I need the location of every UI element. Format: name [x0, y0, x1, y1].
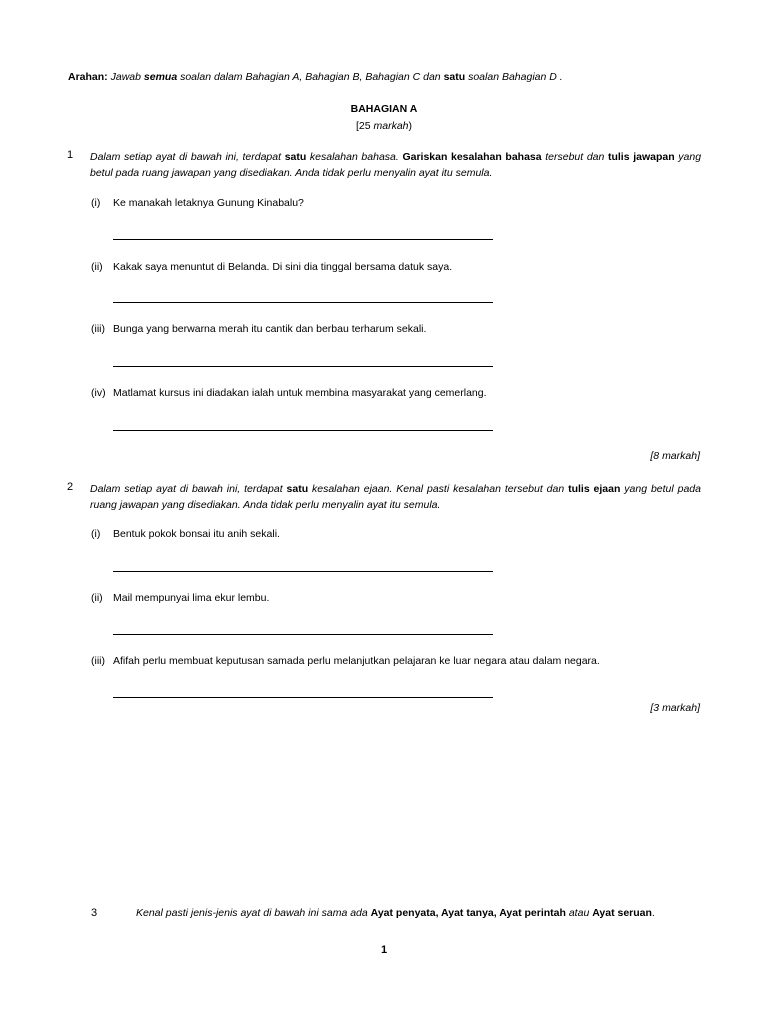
- q2-item-3-text: Afifah perlu membuat keputusan samada perlu melanjutkan pelajaran ke luar negara atau dalam negara.: [113, 655, 600, 667]
- q3-emphasis-2: Ayat seruan: [592, 907, 652, 919]
- question-1-number: 1: [67, 149, 74, 161]
- q2-emphasis-1: satu: [286, 483, 309, 495]
- q2-item-1-text: Bentuk pokok bonsai itu anih sekali.: [113, 528, 280, 540]
- q2-item-3-answer-line[interactable]: [113, 697, 493, 698]
- q2-text-3: yang betul pada ruang jawapan yang disediakan. Anda tidak perlu menyalin ayat itu semula.: [90, 483, 701, 511]
- section-marks-close: ): [408, 120, 413, 132]
- q2-item-1-number: (i): [91, 528, 101, 540]
- q2-marks: [3 markah]: [650, 702, 700, 714]
- q2-item-2-number: (ii): [91, 592, 103, 604]
- q1-item-1-answer-line[interactable]: [113, 239, 493, 240]
- instructions-text-1: Jawab: [110, 71, 141, 83]
- question-2-prompt: [90, 481, 701, 513]
- q1-item-4-number: (iv): [91, 387, 106, 399]
- page-number: 1: [380, 944, 388, 956]
- section-marks: [0, 120, 768, 132]
- instructions-emphasis-2: satu: [443, 71, 466, 83]
- q3-text-2: atau: [568, 907, 590, 919]
- q1-item-2-text: Kakak saya menuntut di Belanda. Di sini dia tinggal bersama datuk saya.: [113, 261, 453, 273]
- q1-item-2-number: (ii): [91, 261, 103, 273]
- q2-item-1-answer-line[interactable]: [113, 571, 493, 572]
- q1-item-2-answer-line[interactable]: [113, 302, 493, 303]
- section-marks-open: [25: [355, 120, 371, 132]
- q1-item-3-number: (iii): [91, 323, 105, 335]
- section-marks-word: markah: [373, 120, 409, 132]
- instructions-label: Arahan:: [68, 71, 108, 83]
- question-2-number: 2: [67, 481, 74, 493]
- instructions-text-2: soalan dalam Bahagian A, Bahagian B, Bahagian C dan: [180, 71, 441, 83]
- q1-item-1-text: Ke manakah letaknya Gunung Kinabalu?: [113, 197, 304, 209]
- instructions: [68, 71, 563, 83]
- question-3-number: 3: [91, 907, 98, 919]
- q2-item-2-text: Mail mempunyai lima ekur lembu.: [113, 592, 270, 604]
- q3-text-1: Kenal pasti jenis-jenis ayat di bawah ini sama ada: [136, 907, 368, 919]
- q1-text-3: tersebut dan: [545, 151, 605, 163]
- q1-item-4-text: Matlamat kursus ini diadakan ialah untuk membina masyarakat yang cemerlang.: [113, 387, 487, 399]
- instructions-emphasis-1: semua: [143, 71, 178, 83]
- q1-emphasis-1: satu: [284, 151, 307, 163]
- q2-text-1: Dalam setiap ayat di bawah ini, terdapat: [90, 483, 283, 495]
- q1-text-2: kesalahan bahasa.: [309, 151, 399, 163]
- q1-item-3-text: Bunga yang berwarna merah itu cantik dan berbau terharum sekali.: [113, 323, 427, 335]
- section-title: BAHAGIAN A: [350, 103, 418, 115]
- q1-emphasis-4: jawapan: [633, 151, 675, 163]
- q1-marks: [8 markah]: [650, 450, 700, 462]
- q1-text-1: Dalam setiap ayat di bawah ini, terdapat: [90, 151, 282, 163]
- q2-item-3-number: (iii): [91, 655, 105, 667]
- q1-item-4-answer-line[interactable]: [113, 430, 493, 431]
- q2-item-2-answer-line[interactable]: [113, 634, 493, 635]
- q1-emphasis-2: Gariskan kesalahan bahasa: [402, 151, 542, 163]
- instructions-text-3: soalan Bahagian D .: [468, 71, 563, 83]
- question-3-prompt: [136, 907, 655, 919]
- q1-item-3-answer-line[interactable]: [113, 366, 493, 367]
- q1-emphasis-3: tulis: [607, 151, 630, 163]
- q3-emphasis-1: Ayat penyata, Ayat tanya, Ayat perintah: [370, 907, 566, 919]
- q2-emphasis-2: tulis ejaan: [568, 483, 621, 495]
- q2-text-2: kesalahan ejaan. Kenal pasti kesalahan tersebut dan: [312, 483, 565, 495]
- question-1-prompt: [90, 149, 701, 181]
- q1-text-4: yang betul pada ruang jawapan yang disediakan. Anda tidak perlu menyalin ayat itu semula.: [90, 151, 702, 179]
- q1-item-1-number: (i): [91, 197, 101, 209]
- q3-text-3: .: [651, 907, 655, 919]
